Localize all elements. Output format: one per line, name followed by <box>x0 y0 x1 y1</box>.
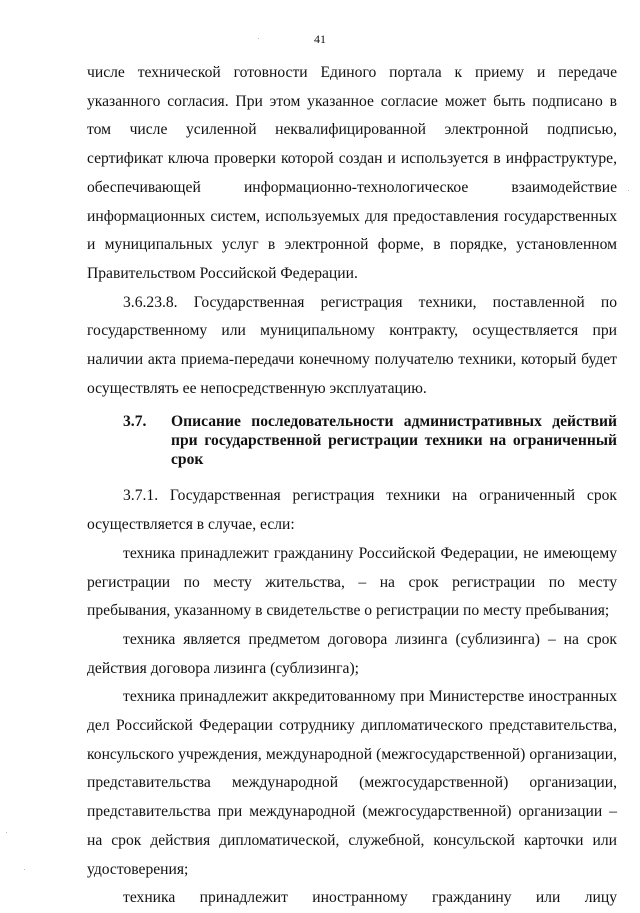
paragraph-3-7-1: 3.7.1. Государственная регистрация техники на ограниченный срок осуществляется в случае, если: <box>87 487 617 534</box>
paragraph-case-citizen: техника принадлежит гражданину Российской Федерации, не имеющему регистрации по месту жительства, – на срок регистрации по месту пребывания, указанному в свидетельстве о регистрации по месту пребывания; <box>87 544 617 620</box>
body-text <box>87 59 617 913</box>
paragraph-case-foreigner: техника принадлежит иностранному гражданину или лицу <box>123 889 617 907</box>
paragraph-continued: числе технической готовности Единого портала к приему и передаче указанного согласия. При этом указанное согласие может быть подписано в том числе усиленной неквалифицированной электронной подписью, сертификат ключа проверки которой создан и используется в инфраструктуре, обеспечивающей информационно-технологическое взаимодействие информационных систем, используемых для предоставления государственных и муниципальных услуг в электронной форме, в порядке, установленном Правительством Российской Федерации. <box>87 64 617 282</box>
section-heading <box>87 412 617 469</box>
paragraph-3-6-23-8: 3.6.23.8. Государственная регистрация техники, поставленной по государственному или муниципальному контракту, осуществляется при наличии акта приема-передачи конечному получателю техники, который будет осуществлять ее непосредственную эксплуатацию. <box>87 293 617 397</box>
scan-speck <box>24 869 25 870</box>
paragraph-case-diplomat: техника принадлежит аккредитованному при Министерстве иностранных дел Российской Федерации сотруднику дипломатического представительства, консульского учреждения, международной (межгосударственной) организации, представительства международной (межгосударственной) организации, представительства при международной (межгосударственной) организации – на срок действия дипломатической, служебной, консульской карточки или удостоверения; <box>87 688 617 878</box>
page-number: 41 <box>314 32 326 46</box>
paragraph-case-leasing: техника является предметом договора лизинга (сублизинга) – на срок действия договора лизинга (сублизинга); <box>87 630 617 677</box>
scan-speck <box>258 38 259 39</box>
section-title: Описание последовательности административных действий при государственной регистрации техники на ограниченный срок <box>171 413 617 469</box>
section-number: 3.7. <box>123 413 147 431</box>
scan-speck <box>628 190 629 191</box>
scan-speck <box>6 832 7 833</box>
